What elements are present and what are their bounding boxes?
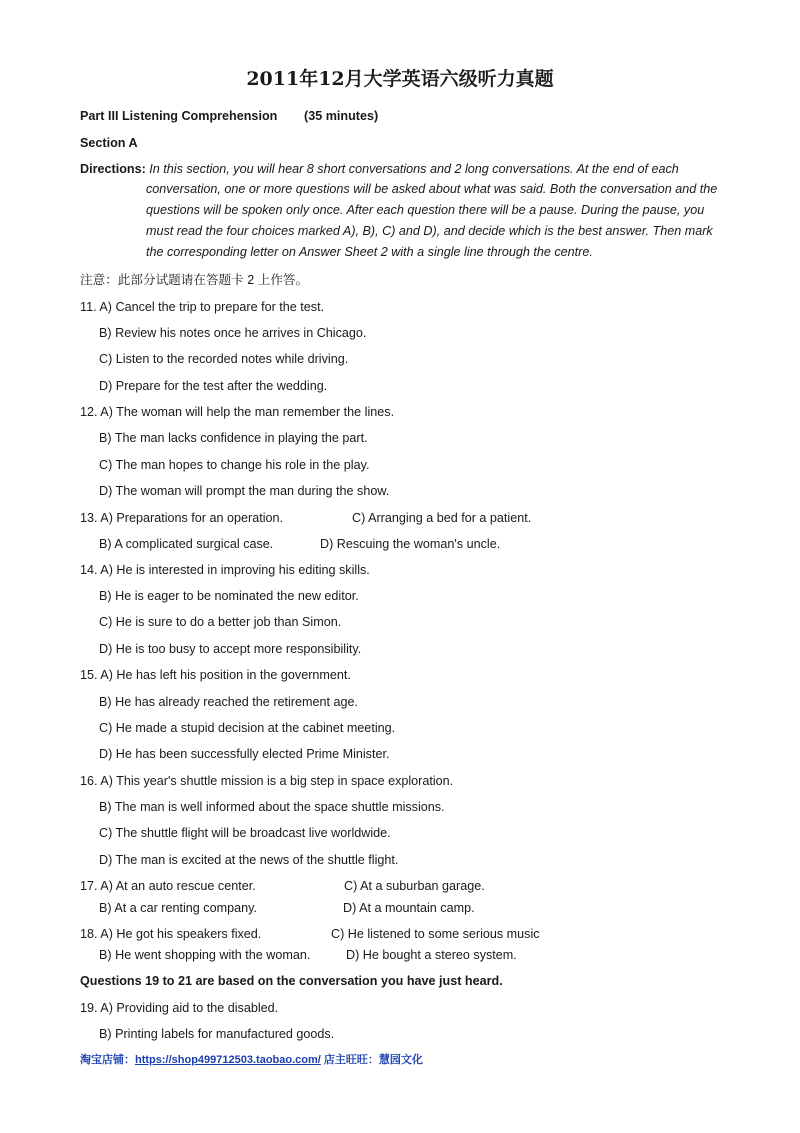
q11-option-b: B) Review his notes once he arrives in Chicago. bbox=[99, 326, 367, 340]
q18-option-c: C) He listened to some serious music bbox=[331, 927, 540, 941]
footer-shop-link[interactable]: https://shop499712503.taobao.com/ bbox=[135, 1054, 321, 1066]
part-heading-row bbox=[80, 108, 379, 124]
q19-option-b: B) Printing labels for manufactured goods. bbox=[99, 1027, 335, 1041]
q14-option-d: D) He is too busy to accept more responsibility. bbox=[99, 642, 362, 656]
directions-first-line bbox=[80, 161, 679, 177]
q16-option-d: D) The man is excited at the news of the shuttle flight. bbox=[99, 853, 399, 867]
q14-option-a: 14. A) He is interested in improving his editing skills. bbox=[80, 563, 370, 577]
footer bbox=[80, 1051, 423, 1067]
section-heading: Section A bbox=[80, 136, 138, 150]
q19-option-a: 19. A) Providing aid to the disabled. bbox=[80, 1001, 279, 1015]
part-heading: Part III Listening Comprehension bbox=[80, 109, 278, 123]
q13-option-b: B) A complicated surgical case. bbox=[99, 537, 274, 551]
q13-option-a: 13. A) Preparations for an operation. bbox=[80, 511, 284, 525]
q14-option-b: B) He is eager to be nominated the new editor. bbox=[99, 589, 359, 603]
q12-option-a: 12. A) The woman will help the man remember the lines. bbox=[80, 405, 395, 419]
q18-option-b: B) He went shopping with the woman. bbox=[99, 948, 311, 962]
q12-option-d: D) The woman will prompt the man during the show. bbox=[99, 484, 390, 498]
q17-option-d: D) At a mountain camp. bbox=[343, 901, 475, 915]
q11-option-c: C) Listen to the recorded notes while driving. bbox=[99, 352, 349, 366]
footer-owner-label: 店主旺旺：慧园文化 bbox=[320, 1054, 423, 1066]
directions-text-rest: conversation, one or more questions will be asked about what was said. Both the conversation and the questions will be spoken only once. After each question there will be a pause. During the pause, you must read the four choices marked A), B), C) and D), and decide which is the best answer. Then mark the corresponding letter on Answer Sheet 2 with a single line through the centre. bbox=[146, 182, 718, 259]
q11-option-d: D) Prepare for the test after the wedding. bbox=[99, 379, 328, 393]
q15-option-d: D) He has been successfully elected Prime Minister. bbox=[99, 747, 390, 761]
q15-option-a: 15. A) He has left his position in the government. bbox=[80, 668, 351, 682]
q17-option-c: C) At a suburban garage. bbox=[344, 879, 485, 893]
q11-option-a: 11. A) Cancel the trip to prepare for the test. bbox=[80, 300, 325, 314]
page-title: 2011年12月大学英语六级听力真题 bbox=[246, 68, 554, 90]
q17-option-b: B) At a car renting company. bbox=[99, 901, 257, 915]
q15-option-c: C) He made a stupid decision at the cabinet meeting. bbox=[99, 721, 396, 735]
q12-option-b: B) The man lacks confidence in playing the part. bbox=[99, 431, 368, 445]
q13-option-d: D) Rescuing the woman's uncle. bbox=[320, 537, 501, 551]
q18-option-a: 18. A) He got his speakers fixed. bbox=[80, 927, 262, 941]
q18-option-d: D) He bought a stereo system. bbox=[346, 948, 517, 962]
q17-option-a: 17. A) At an auto rescue center. bbox=[80, 879, 256, 893]
part-time: (35 minutes) bbox=[304, 109, 379, 123]
q16-option-c: C) The shuttle flight will be broadcast live worldwide. bbox=[99, 826, 391, 840]
q13-option-c: C) Arranging a bed for a patient. bbox=[352, 511, 532, 525]
note: 注意：此部分试题请在答题卡 2 上作答。 bbox=[80, 273, 309, 287]
conversation-heading: Questions 19 to 21 are based on the conversation you have just heard. bbox=[80, 974, 503, 988]
directions-label: Directions: bbox=[80, 162, 146, 176]
q12-option-c: C) The man hopes to change his role in the play. bbox=[99, 458, 370, 472]
footer-shop-label: 淘宝店铺： bbox=[80, 1054, 135, 1066]
q14-option-c: C) He is sure to do a better job than Simon. bbox=[99, 615, 342, 629]
q16-option-b: B) The man is well informed about the space shuttle missions. bbox=[99, 800, 445, 814]
q16-option-a: 16. A) This year's shuttle mission is a big step in space exploration. bbox=[80, 774, 454, 788]
directions-text-line1: In this section, you will hear 8 short conversations and 2 long conversations. At the end of each bbox=[149, 162, 679, 176]
q15-option-b: B) He has already reached the retirement age. bbox=[99, 695, 359, 709]
